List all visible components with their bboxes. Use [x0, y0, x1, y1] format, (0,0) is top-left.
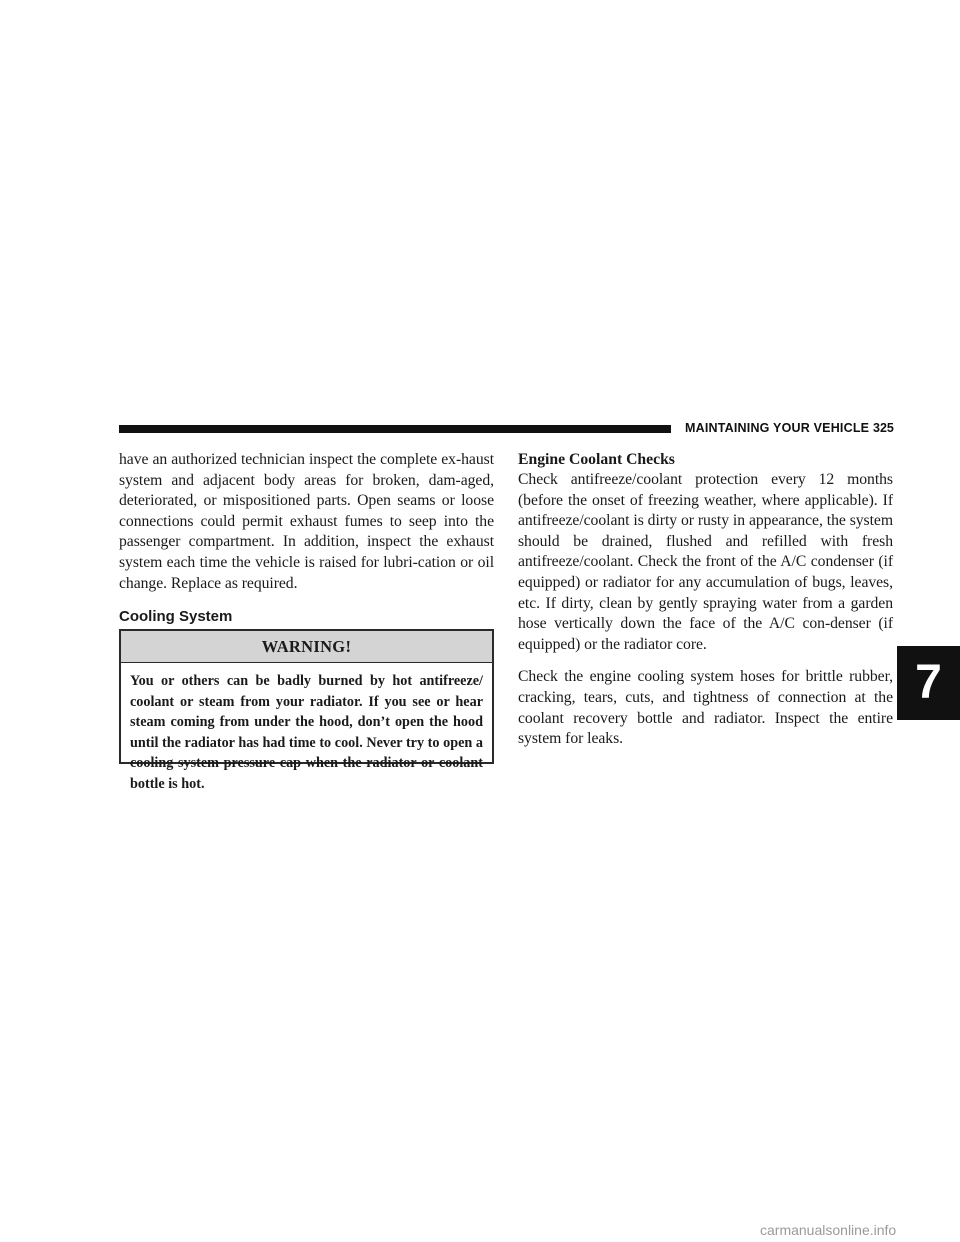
- intro-paragraph: have an authorized technician inspect the complete ex-haust system and adjacent body areas for broken, dam-aged, deteriorated, or mispositioned parts. Open seams or loose connections could permit exhaust fumes to seep into the passenger compartment. In addition, inspect the exhaust system each time the vehicle is raised for lubri-cation or oil change. Replace as required.: [119, 451, 494, 592]
- section-heading: Cooling System: [119, 608, 233, 626]
- right-column: [518, 450, 893, 750]
- left-column: [119, 450, 494, 625]
- coolant-paragraph-1: Check antifreeze/coolant protection every 12 months (before the onset of freezing weather, where applicable). If antifreeze/coolant is dirty or rusty in appearance, the system should be drained, flushed and refilled with fresh antifreeze/coolant. Check the front of the A/C condenser (if equipped) or radiator for any accumulation of bugs, leaves, etc. If dirty, clean by gently spraying water from a garden hose vertically down the face of the A/C con-denser (if equipped) or the radiator core.: [518, 471, 893, 653]
- warning-text: You or others can be badly burned by hot antifreeze/ coolant or steam from your radiator. If you see or hear steam coming from under the hood, don’t open the hood until the radiator has had time to cool. Never try to open a cooling system pressure cap when the radiator or coolant bottle is hot.: [130, 673, 483, 792]
- engine-coolant-checks-heading: Engine Coolant Checks: [518, 451, 675, 468]
- header-rule: [119, 425, 671, 433]
- running-header-title: MAINTAINING YOUR VEHICLE: [685, 421, 870, 435]
- warning-box: [119, 629, 494, 792]
- chapter-tab: 7: [897, 646, 960, 720]
- page-number: 325: [873, 421, 894, 435]
- watermark: carmanualsonline.info: [760, 1222, 897, 1238]
- warning-title: WARNING!: [121, 631, 492, 663]
- coolant-paragraph-2: Check the engine cooling system hoses for brittle rubber, cracking, tears, cuts, and tightness of connection at the coolant recovery bottle and radiator. Inspect the entire system for leaks.: [518, 668, 893, 748]
